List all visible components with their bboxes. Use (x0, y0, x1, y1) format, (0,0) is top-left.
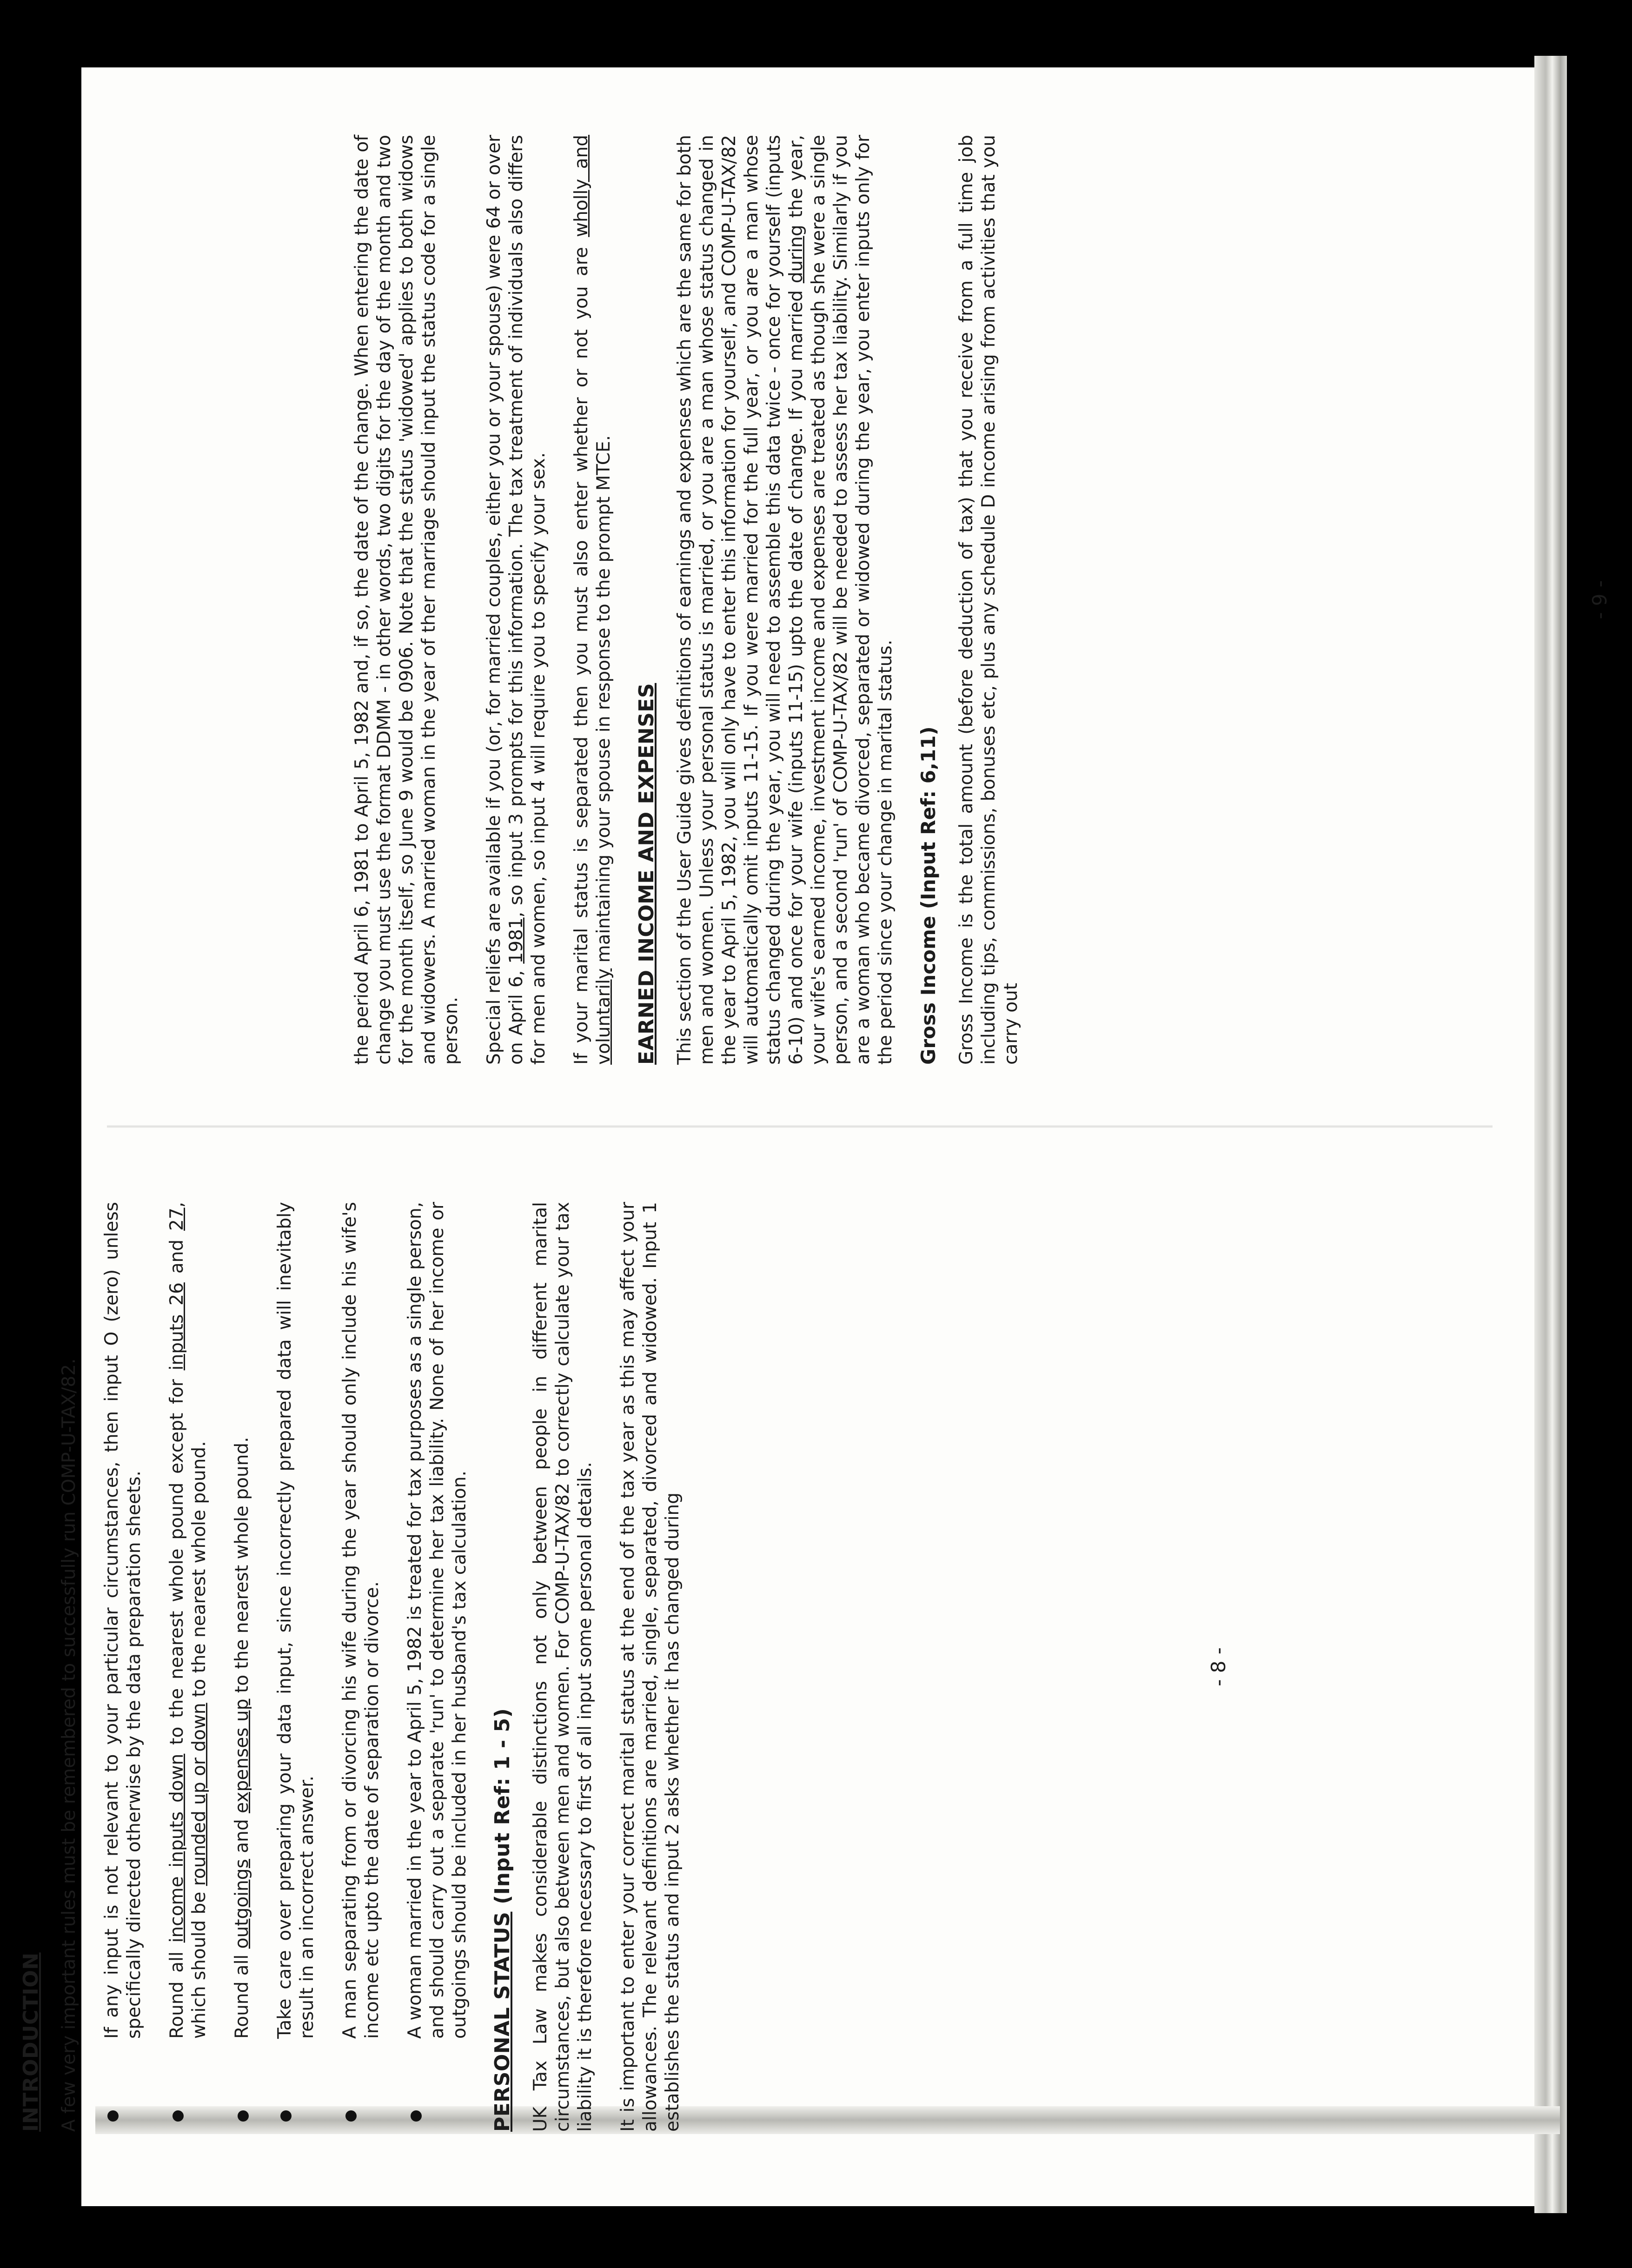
page-number: - 8 - (1207, 1647, 1230, 1686)
rule-item: Round all outgoings and expenses up to the nearest whole pound. (231, 1202, 253, 2132)
earned-income-paragraph: This section of the User Guide gives definitions of earnings and expenses which are the same for both men and women. Unless your personal status is married, or you are a man whose status changed in the year to April 5, 1982, you will only have to enter this information for yourself, and COMP-U-TAX/82 will automatically omit inputs 11-15. If you were married for the full year, or you are a man whose status changed during the year, you will need to assemble this data twice - once for yourself (inputs 6-10) and once for your wife (inputs 11-15) upto the date of change. If you married during the year, your wife's earned income, investment income and expenses are treated as though she were a single person, and a second 'run' of COMP-U-TAX/82 will be needed to assess her tax liability. Similarly if you are a woman who became divorced, separated or widowed during the year, you enter inputs only for the period since your change in marital status. (674, 134, 896, 1065)
personal-status-heading: PERSONAL STATUS (Input Ref: 1 - 5) (491, 1708, 514, 2132)
intro-paragraph: A few very important rules must be remembered to successfully run COMP-U-TAX/82. (59, 1358, 80, 2132)
rule-item: A woman married in the year to April 5, 1982 is treated for tax purposes as a single person, and should carry out a separate 'run' to determine her tax liability. None of her income or outgoings should be included in her husband's tax calculation. (404, 1202, 471, 2132)
center-fold (107, 1125, 1493, 1128)
introduction-heading: INTRODUCTION (19, 1952, 43, 2132)
bullet-icon (172, 2110, 184, 2122)
bullet-icon (411, 2110, 422, 2122)
page-number: - 9 - (1588, 580, 1611, 619)
earned-income-heading: EARNED INCOME AND EXPENSES (635, 683, 658, 1065)
page-9 (351, 135, 1616, 1065)
bullet-icon (238, 2110, 249, 2122)
rule-item: Take care over preparing your data input, since incorrectly prepared data will inevitably result in an incorrect answer. (274, 1202, 318, 2132)
bullet-icon (107, 2110, 119, 2122)
page-8 (0, 1202, 1234, 2132)
bullet-icon (345, 2110, 357, 2122)
marital-change-paragraph: the period April 6, 1981 to April 5, 1982 and, if so, the date of the change. When entering the date of change you must use the format DDMM - in other words, two digits for the day of the month and two for the month itself, so June 9 would be 0906. Note that the status 'widowed' applies to both widows and widowers. A married woman in the year of ther marriage should input the status code for a single person. (352, 135, 462, 1065)
personal-status-paragraph-1: UK Tax Law makes considerable distinctions not only between people in different marital circumstances, but also between men and women. For COMP-U-TAX/82 to correctly calculate your tax liability it is therefore necessary to first of all input some personal details. (530, 1202, 596, 2132)
separated-status-paragraph: If your marital status is separated then you must also enter whether or not you are wholly and voluntarily maintaining your spouse in response to the prompt MTCE. (571, 134, 614, 1065)
personal-status-paragraph-2: It is important to enter your correct marital status at the end of the tax year as this may affect your allowances. The relevant definitions are married, single, separated, divorced and widowed. Input 1 establishes the status and input 2 asks whether it has changed during (617, 1202, 683, 2132)
gross-income-heading: Gross Income (Input Ref: 6,11) (917, 726, 940, 1065)
rules-list (101, 1202, 471, 2132)
special-reliefs-paragraph: Special reliefs are available if you (or, for married couples, either you or your spouse) were 64 or over on April 6, 1981, so input 3 prompts for this information. The tax treatment of individuals also differs for men and women, so input 4 will require you to specify your sex. (484, 135, 549, 1065)
bullet-icon (280, 2110, 292, 2122)
rule-item: A man separating from or divorcing his wife during the year should only include his wife's income etc upto the date of separation or divorce. (339, 1202, 384, 2132)
rule-item: If any input is not relevant to your particular circumstances, then input O (zero) unless specifically directed otherwise by the data preparation sheets. (101, 1202, 146, 2132)
rule-item: Round all income inputs down to the nearest whole pound except for inputs 26 and 27, which should be rounded up or down to the nearest whole pound. (166, 1202, 211, 2132)
gross-income-paragraph: Gross Income is the total amount (before deduction of tax) that you receive from a full time job including tips, commissions, bonuses etc, plus any schedule D income arising from activities that you carry out (956, 135, 1022, 1065)
